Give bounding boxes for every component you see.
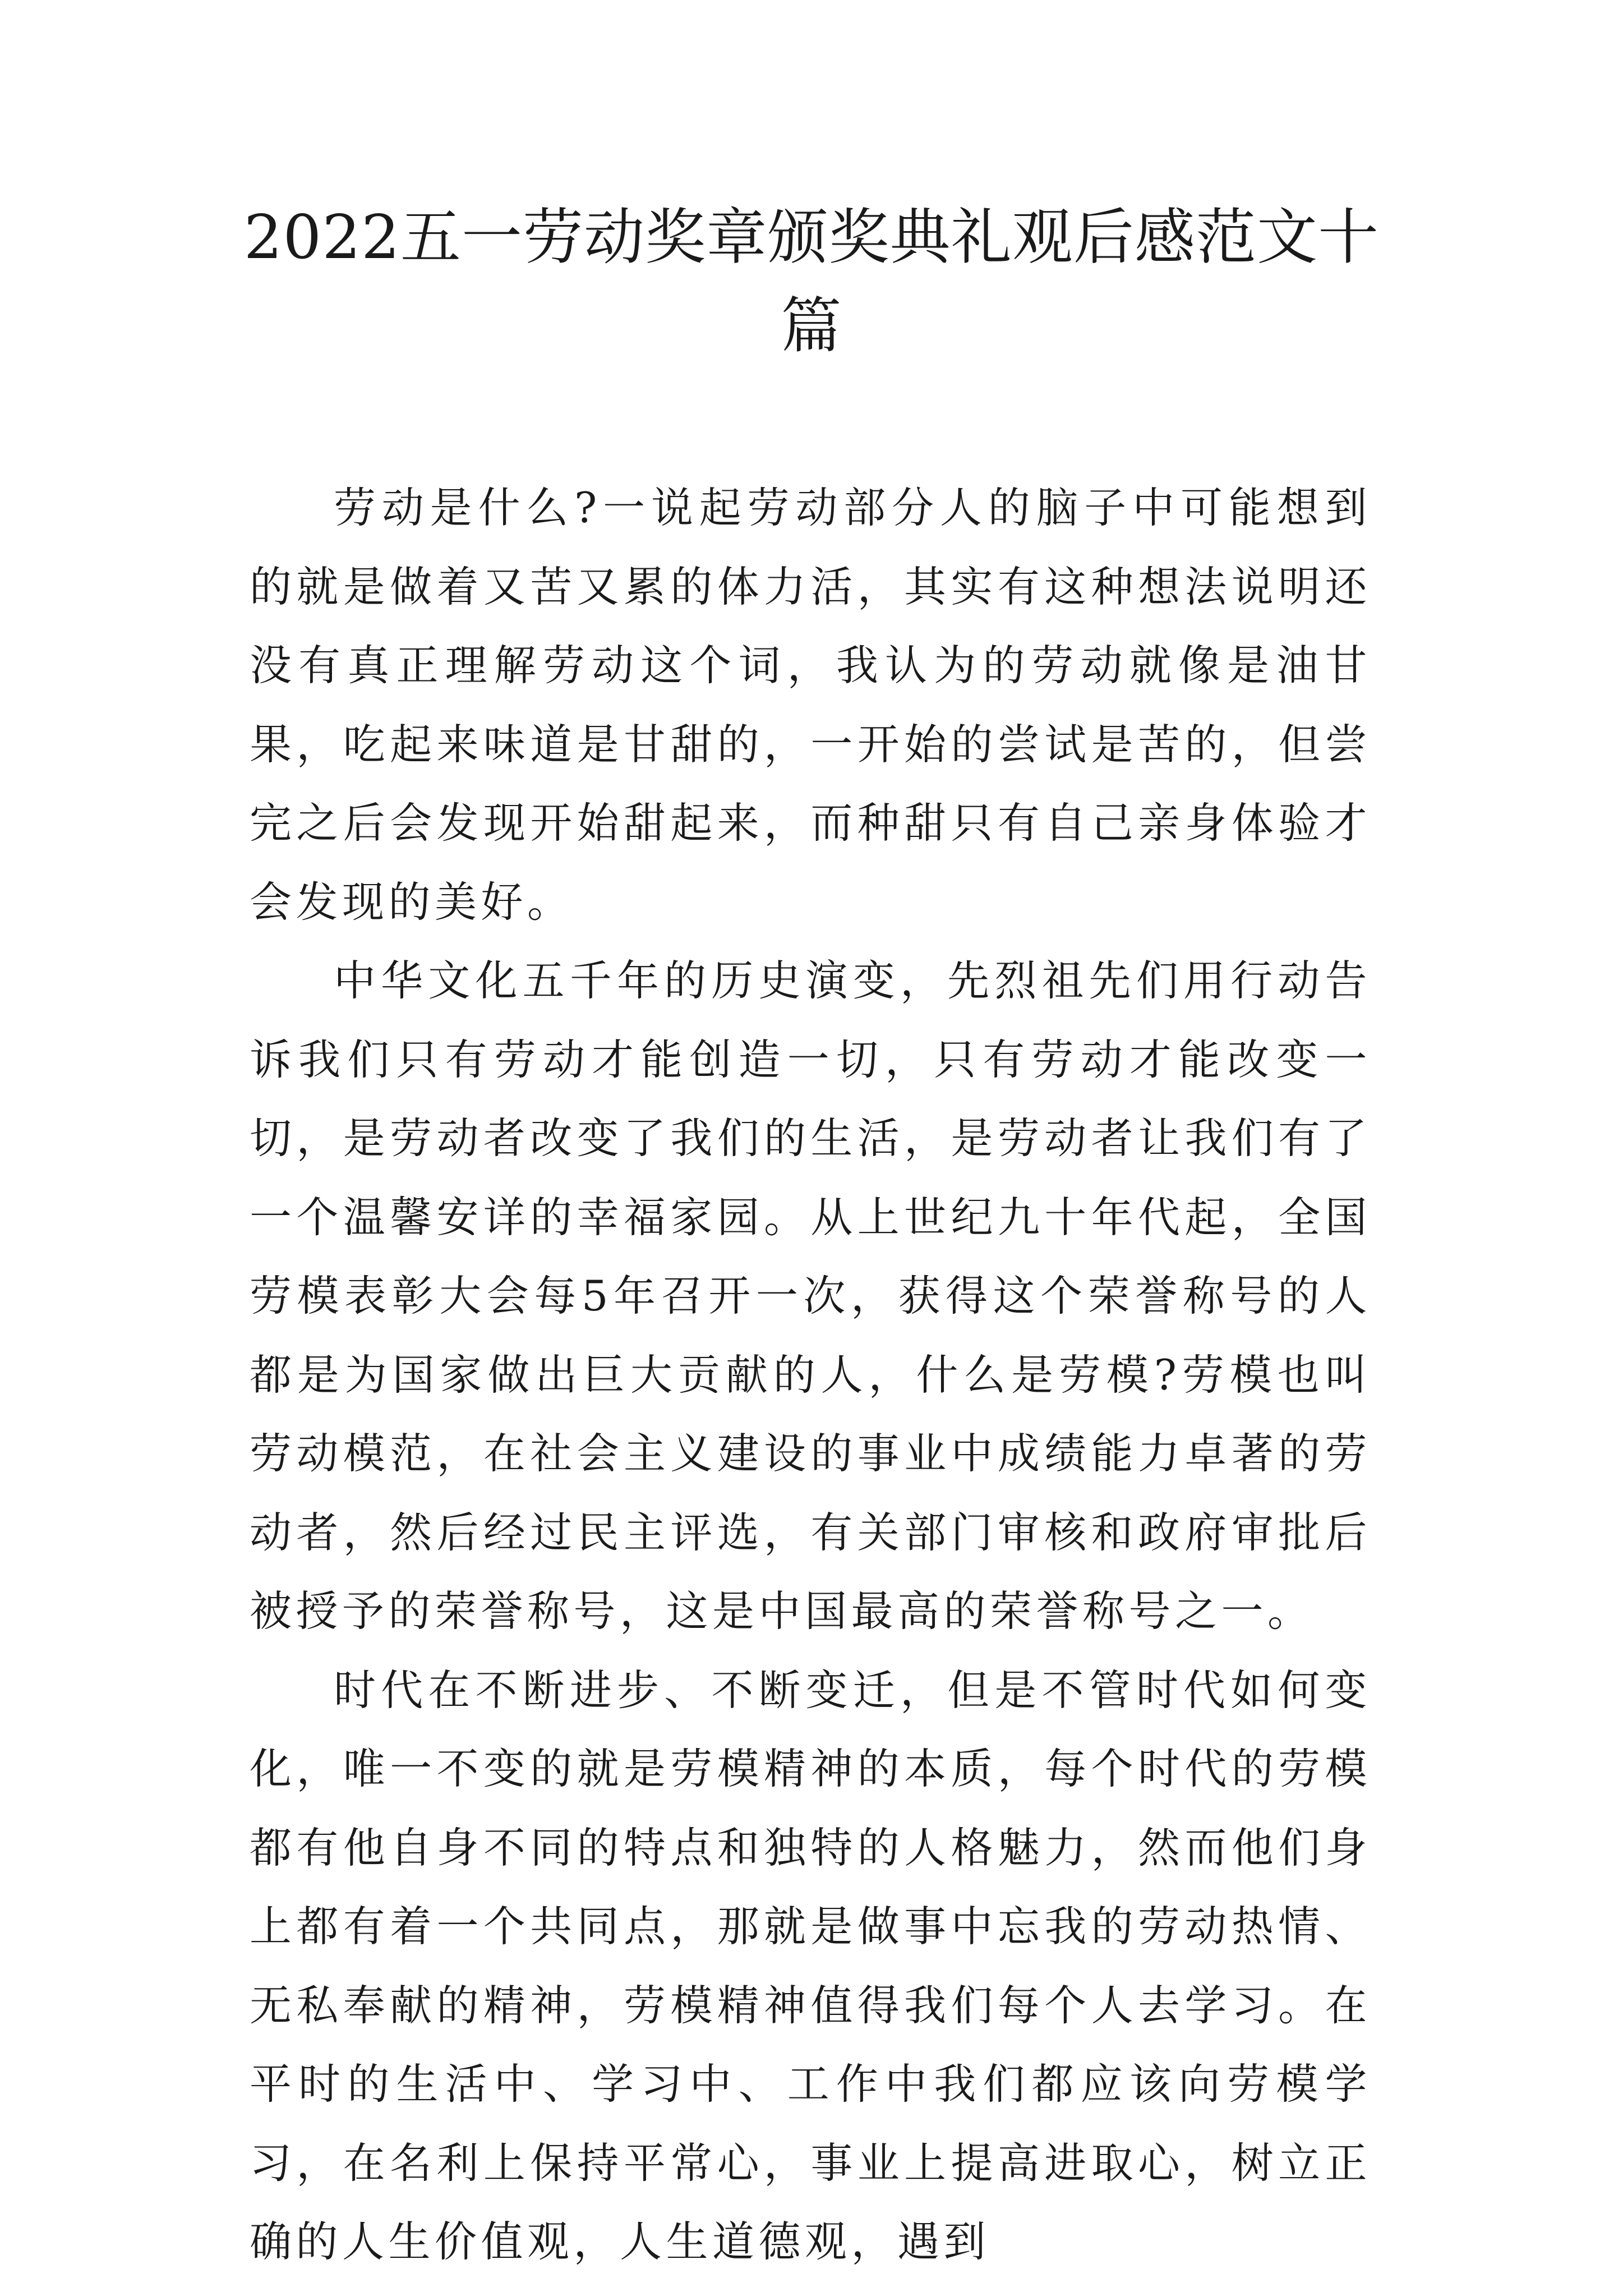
- paragraph: 时代在不断进步、不断变迁，但是不管时代如何变化，唯一不变的就是劳模精神的本质，每个时代的劳模都有他自身不同的特点和独特的人格魅力，然而他们身上都有着一个共同点，那就是做事中忘我的劳动热情、无私奉献的精神，劳模精神值得我们每个人去学习。在平时的生活中、学习中、工作中我们都应该向劳模学习，在名利上保持平常心，事业上提高进取心，树立正确的人生价值观，人生道德观，遇到: [250, 1665, 1371, 2266]
- document-body: [250, 468, 1371, 2281]
- paragraph: 劳动是什么?一说起劳动部分人的脑子中可能想到的就是做着又苦又累的体力活，其实有这种想法说明还没有真正理解劳动这个词，我认为的劳动就像是油甘果，吃起来味道是甘甜的，一开始的尝试是苦的，但尝完之后会发现开始甜起来，而种甜只有自己亲身体验才会发现的美好。: [250, 483, 1371, 927]
- paragraph: 中华文化五千年的历史演变，先烈祖先们用行动告诉我们只有劳动才能创造一切，只有劳动才能改变一切，是劳动者改变了我们的生活，是劳动者让我们有了一个温馨安详的幸福家园。从上世纪九十年代起，全国劳模表彰大会每5年召开一次，获得这个荣誉称号的人都是为国家做出巨大贡献的人，什么是劳模?劳模也叫劳动模范，在社会主义建设的事业中成绩能力卓著的劳动者，然后经过民主评选，有关部门审核和政府审批后被授予的荣誉称号，这是中国最高的荣誉称号之一。: [250, 956, 1371, 1636]
- document-title: 2022五一劳动奖章颁奖典礼观后感范文十篇: [243, 203, 1380, 361]
